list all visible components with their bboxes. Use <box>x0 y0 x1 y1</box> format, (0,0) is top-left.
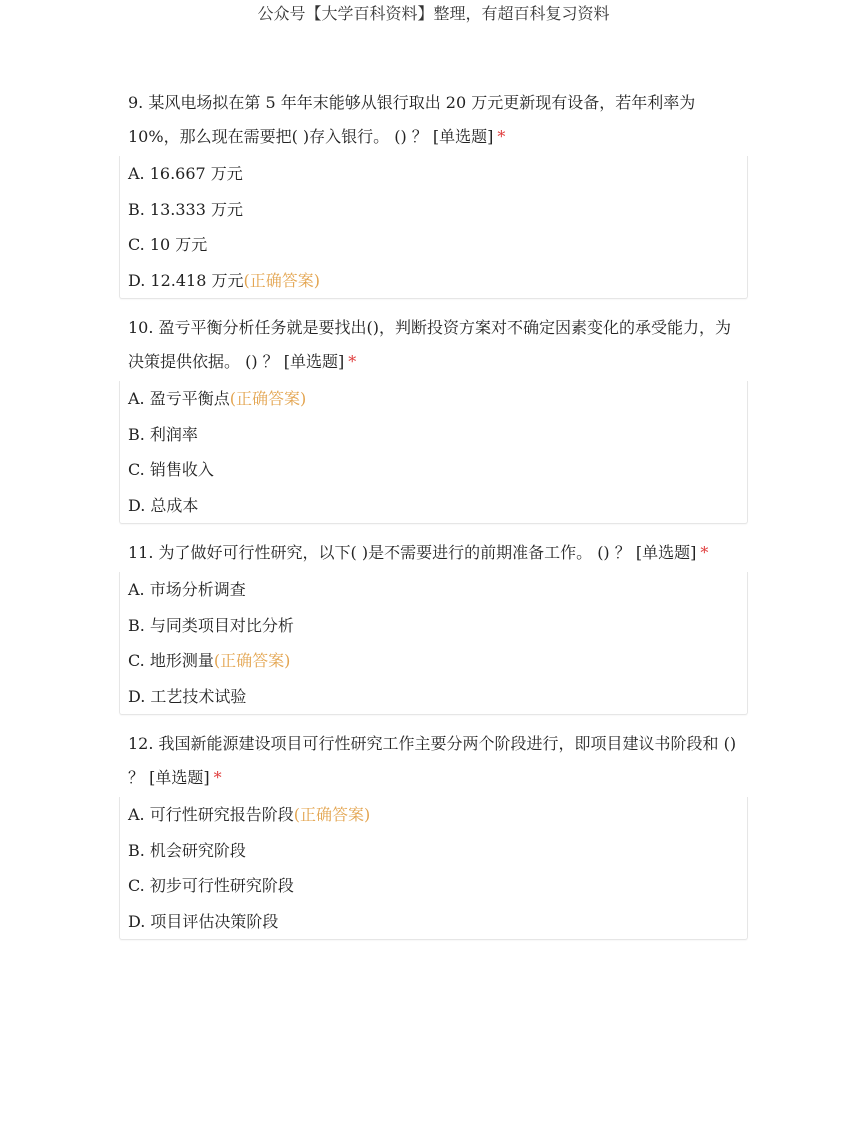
option-label: D. 工艺技术试验 <box>128 686 247 706</box>
question-text: 10. 盈亏平衡分析任务就是要找出()，判断投资方案对不确定因素变化的承受能力，为决策提供依据。 () ？ [单选题] <box>128 318 732 371</box>
option-d <box>128 679 739 715</box>
correct-answer-mark: (正确答案) <box>243 270 321 290</box>
option-c <box>128 643 739 679</box>
question-12 <box>119 727 748 940</box>
option-label: D. 项目评估决策阶段 <box>128 911 279 931</box>
option-c <box>128 227 739 263</box>
option-a <box>128 797 739 833</box>
option-b <box>128 192 739 228</box>
option-d <box>128 488 739 524</box>
options-list <box>119 572 748 715</box>
question-11 <box>119 536 748 715</box>
option-d <box>128 904 739 940</box>
options-list <box>119 797 748 940</box>
option-label: A. 可行性研究报告阶段 <box>128 805 294 824</box>
option-label: A. 市场分析调查 <box>128 580 246 599</box>
question-text: 11. 为了做好可行性研究，以下( )是不需要进行的前期准备工作。 () ？ [单选题] <box>128 543 697 562</box>
option-label: C. 地形测量 <box>128 651 214 670</box>
option-label: A. 盈亏平衡点 <box>128 389 230 408</box>
option-b <box>128 608 739 644</box>
required-star: * <box>700 543 709 562</box>
option-c <box>128 452 739 488</box>
question-stem <box>119 536 748 570</box>
option-label: C. 10 万元 <box>128 235 208 254</box>
option-label: C. 销售收入 <box>128 460 214 479</box>
option-label: B. 利润率 <box>128 424 198 444</box>
option-a <box>128 381 739 417</box>
option-c <box>128 868 739 904</box>
option-label: C. 初步可行性研究阶段 <box>128 876 294 895</box>
option-b <box>128 417 739 453</box>
question-list <box>119 86 748 952</box>
option-label: B. 与同类项目对比分析 <box>128 615 294 635</box>
option-d <box>128 263 739 299</box>
question-text: 9. 某风电场拟在第 5 年年末能够从银行取出 20 万元更新现有设备，若年利率为 10%，那么现在需要把( )存入银行。 () ？ [单选题] <box>128 93 696 146</box>
required-star: * <box>348 352 357 371</box>
question-text: 12. 我国新能源建设项目可行性研究工作主要分两个阶段进行，即项目建议书阶段和 () ？ [单选题] <box>128 734 737 787</box>
question-9 <box>119 86 748 299</box>
option-label: D. 12.418 万元 <box>128 270 244 290</box>
option-a <box>128 156 739 192</box>
page-header: 公众号【大学百科资料】整理，有超百科复习资料 <box>257 4 610 23</box>
required-star: * <box>213 768 222 787</box>
option-b <box>128 833 739 869</box>
option-label: B. 机会研究阶段 <box>128 840 246 860</box>
options-list <box>119 381 748 524</box>
question-stem <box>119 86 748 154</box>
option-label: A. 16.667 万元 <box>128 164 243 183</box>
correct-answer-mark: (正确答案) <box>213 651 291 670</box>
correct-answer-mark: (正确答案) <box>229 389 307 408</box>
question-stem <box>119 727 748 795</box>
required-star: * <box>497 127 506 146</box>
option-label: B. 13.333 万元 <box>128 199 244 219</box>
question-stem <box>119 311 748 379</box>
option-label: D. 总成本 <box>128 495 199 515</box>
correct-answer-mark: (正确答案) <box>293 805 371 824</box>
options-list <box>119 156 748 299</box>
question-10 <box>119 311 748 524</box>
option-a <box>128 572 739 608</box>
